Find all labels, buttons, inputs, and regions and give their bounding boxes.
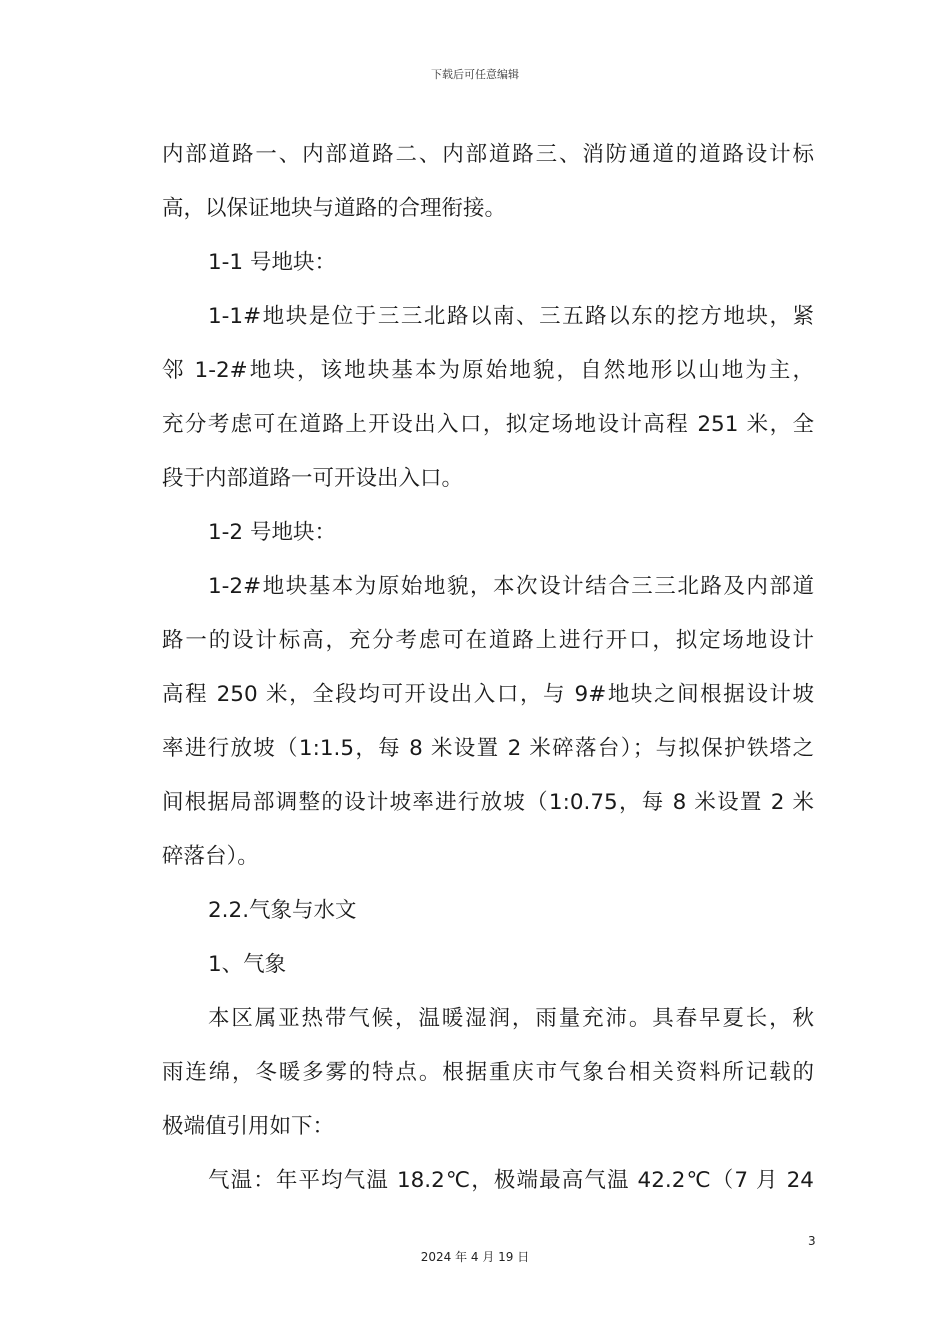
text-line: 极端值引用如下： (162, 1114, 335, 1139)
text-line: 雨连绵，冬暖多雾的特点。根据重庆市气象台相关资料所记载的 (162, 1060, 814, 1085)
text-line: 高程 250 米，全段均可开设出入口，与 9#地块之间根据设计坡 (162, 682, 814, 707)
text-line: 气温：年平均气温 18.2℃，极端最高气温 42.2℃（7 月 24 (208, 1168, 814, 1193)
text-line: 本区属亚热带气候，温暖湿润，雨量充沛。具春早夏长，秋 (208, 1006, 814, 1031)
page-header: 下载后可任意编辑 (431, 68, 519, 81)
document-body (162, 128, 814, 1208)
text-line: 充分考虑可在道路上开设出入口，拟定场地设计高程 251 米，全 (162, 412, 814, 437)
page-number: 3 (808, 1234, 816, 1248)
text-line: 段于内部道路一可开设出入口。 (162, 466, 464, 491)
text-line: 邻 1-2#地块，该地块基本为原始地貌，自然地形以山地为主， (162, 358, 814, 383)
text-line: 1-1 号地块： (208, 250, 336, 275)
text-line: 2.2.气象与水文 (208, 898, 357, 923)
page-footer-date: 2024 年 4 月 19 日 (420, 1250, 530, 1264)
text-line: 路一的设计标高，充分考虑可在道路上进行开口，拟定场地设计 (162, 628, 814, 653)
text-line: 1-1#地块是位于三三北路以南、三五路以东的挖方地块，紧 (208, 304, 814, 329)
text-line: 1-2#地块基本为原始地貌，本次设计结合三三北路及内部道 (208, 574, 814, 599)
text-line: 内部道路一、内部道路二、内部道路三、消防通道的道路设计标 (162, 142, 814, 167)
text-line: 碎落台）。 (162, 844, 259, 869)
text-line: 率进行放坡（1:1.5，每 8 米设置 2 米碎落台）；与拟保护铁塔之 (162, 736, 814, 761)
text-line: 1-2 号地块： (208, 520, 336, 545)
text-line: 1、气象 (208, 952, 287, 977)
text-line: 高，以保证地块与道路的合理衔接。 (162, 196, 507, 221)
text-line: 间根据局部调整的设计坡率进行放坡（1:0.75，每 8 米设置 2 米 (162, 790, 814, 815)
